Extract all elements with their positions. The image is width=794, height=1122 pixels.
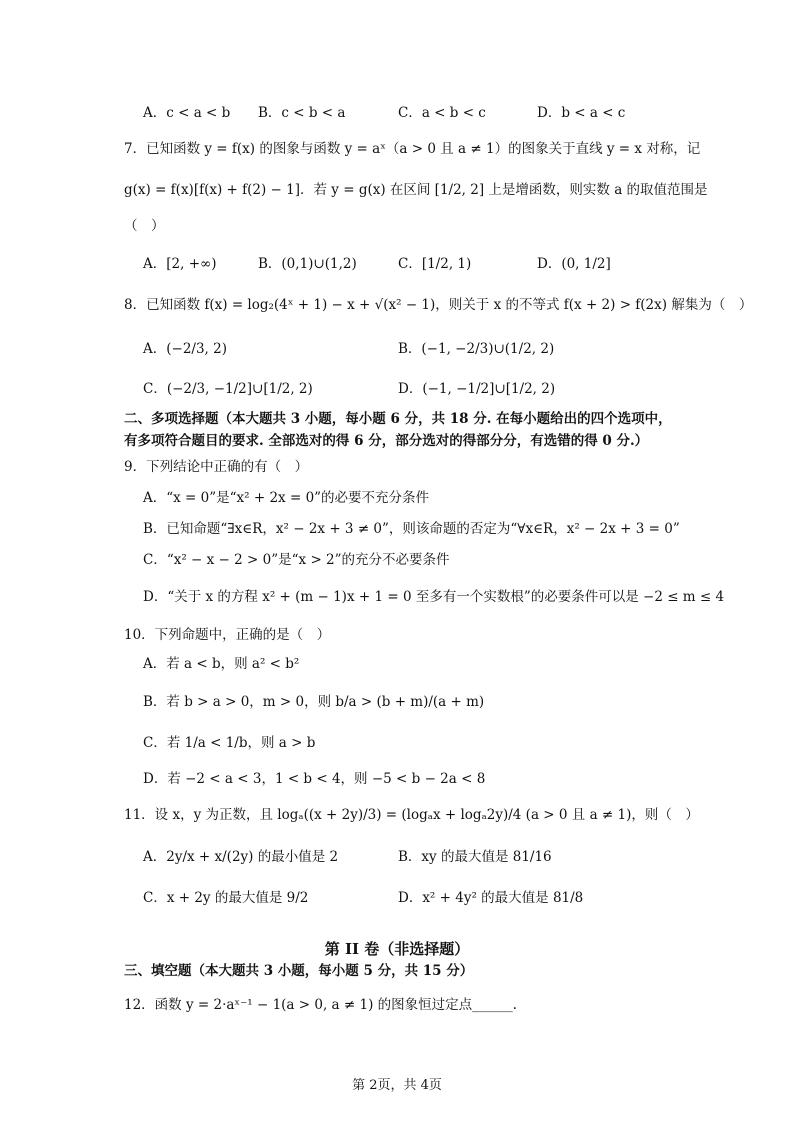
q11-option-d: D．x² + 4y² 的最大值是 81/8 (398, 890, 584, 906)
q8-option-a: A．(−2/3, 2) (143, 341, 227, 357)
q7-option-a: A．[2, +∞) (143, 256, 217, 272)
q8-option-c: C．(−2/3, −1/2]∪[1/2, 2) (143, 381, 313, 397)
q6-option-d: D．b < a < c (537, 105, 626, 121)
q9-option-a: A．“x = 0”是“x² + 2x = 0”的必要不充分条件 (143, 490, 430, 506)
q6-option-c: C．a < b < c (398, 105, 486, 121)
q7-stem-line3: （ ） (124, 218, 165, 234)
q9-option-d: D．“关于 x 的方程 x² + (m − 1)x + 1 = 0 至多有一个实数根”的必要条件可以是 −2 ≤ m ≤ 4 (143, 589, 725, 605)
q7-option-c: C．[1/2, 1) (398, 256, 472, 272)
q7-stem-line2: g(x) = f(x)[f(x) + f(2) − 1]．若 y = g(x) 在区间 [1/2, 2] 上是增函数，则实数 a 的取值范围是 (124, 182, 708, 198)
q11-option-b: B．xy 的最大值是 81/16 (398, 849, 552, 865)
part2-title: 第 II 卷（非选择题） (324, 940, 470, 958)
q9-option-c: C．“x² − x − 2 > 0”是“x > 2”的充分不必要条件 (143, 552, 450, 568)
q11-stem: 11．设 x，y 为正数，且 logₐ((x + 2y)/3) = (logₐx + logₐ2y)/4 (a > 0 且 a ≠ 1)，则（ ） (124, 807, 699, 823)
q9-option-b: B．已知命题“∃x∈R，x² − 2x + 3 ≠ 0”，则该命题的否定为“∀x∈R，x² − 2x + 3 = 0” (143, 521, 680, 537)
q10-option-b: B．若 b > a > 0，m > 0，则 b/a > (b + m)/(a + m) (143, 694, 485, 710)
q9-stem: 9．下列结论中正确的有（ ） (124, 459, 309, 475)
q8-option-d: D．(−1, −1/2]∪[1/2, 2) (398, 381, 556, 397)
page-footer: 第 2页，共 4页 (352, 1078, 442, 1093)
q8-option-b: B．(−1, −2/3)∪(1/2, 2) (398, 341, 555, 357)
q7-stem-line1: 7．已知函数 y = f(x) 的图象与函数 y = aˣ（a > 0 且 a ≠ 1）的图象关于直线 y = x 对称，记 (124, 141, 701, 157)
q10-option-c: C．若 1/a < 1/b，则 a > b (143, 735, 316, 751)
q11-option-c: C．x + 2y 的最大值是 9/2 (143, 890, 309, 906)
q10-option-a: A．若 a < b，则 a² < b² (143, 656, 300, 672)
q7-option-b: B．(0,1)∪(1,2) (258, 256, 357, 272)
q8-stem: 8．已知函数 f(x) = log₂(4ˣ + 1) − x + √(x² − 1)，则关于 x 的不等式 f(x + 2) > f(2x) 解集为（ ） (124, 297, 753, 313)
q12-stem: 12．函数 y = 2·aˣ⁻¹ − 1(a > 0, a ≠ 1) 的图象恒过定点______. (124, 997, 517, 1013)
q10-option-d: D．若 −2 < a < 3，1 < b < 4，则 −5 < b − 2a < 8 (143, 771, 486, 787)
q11-option-a: A．2y/x + x/(2y) 的最小值是 2 (143, 849, 339, 865)
q6-option-a: A．c < a < b (143, 105, 231, 121)
section2-header-line2: 有多项符合题目的要求. 全部选对的得 6 分，部分选对的得部分分，有选错的得 0 分.） (124, 433, 649, 449)
q6-option-b: B．c < b < a (258, 105, 346, 121)
section3-header: 三、填空题（本大题共 3 小题，每小题 5 分，共 15 分） (124, 963, 474, 979)
q10-stem: 10．下列命题中，正确的是（ ） (124, 627, 331, 643)
section2-header-line1: 二、多项选择题（本大题共 3 小题，每小题 6 分，共 18 分. 在每小题给出的四个选项中， (124, 411, 672, 427)
q7-option-d: D．(0, 1/2] (537, 256, 611, 272)
